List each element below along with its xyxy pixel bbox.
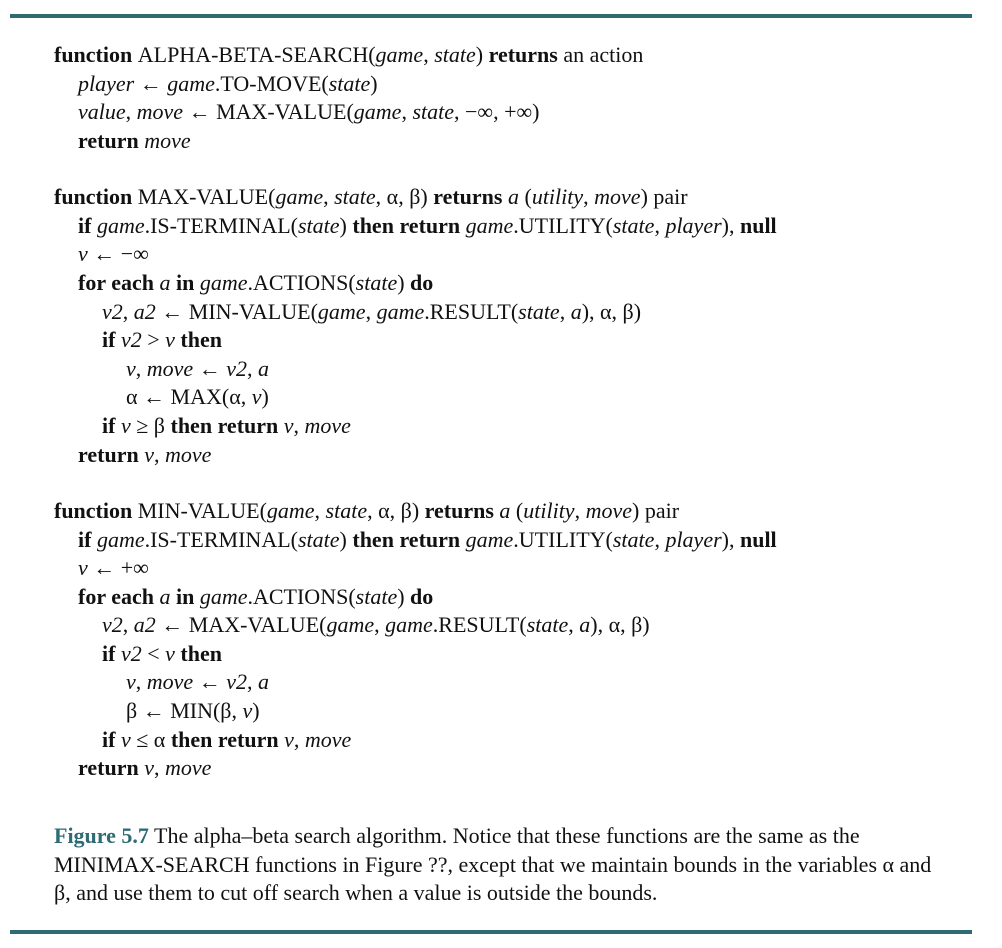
code-line: for each a in game.ACTIONS(state) do bbox=[78, 583, 434, 609]
code-line: v, move ← v2, a bbox=[126, 355, 269, 381]
code-line: if v2 > v then bbox=[102, 327, 222, 353]
code-line: if v2 < v then bbox=[102, 640, 222, 666]
code-line: return v, move bbox=[78, 441, 212, 467]
code-line: if game.IS-TERMINAL(state) then return game.UTILITY(state, player), null bbox=[78, 526, 777, 552]
figure-caption bbox=[54, 822, 944, 908]
pseudocode-block bbox=[54, 41, 982, 783]
code-line: for each a in game.ACTIONS(state) do bbox=[78, 269, 434, 295]
code-line: return move bbox=[78, 127, 191, 153]
code-line: v2, a2 ← MIN-VALUE(game, game.RESULT(state, a), α, β) bbox=[102, 298, 642, 324]
code-line: function ALPHA-BETA-SEARCH(game, state) returns an action bbox=[54, 42, 644, 67]
code-line: player ← game.TO-MOVE(state) bbox=[78, 70, 378, 96]
code-line: function MIN-VALUE(game, state, α, β) returns a (utility, move) pair bbox=[54, 497, 680, 523]
code-line: α ← MAX(α, v) bbox=[126, 384, 269, 410]
code-line: if game.IS-TERMINAL(state) then return game.UTILITY(state, player), null bbox=[78, 212, 777, 238]
code-line: if v ≥ β then return v, move bbox=[102, 412, 351, 438]
code-line: function MAX-VALUE(game, state, α, β) returns a (utility, move) pair bbox=[54, 184, 688, 210]
top-rule bbox=[10, 14, 972, 18]
code-line: if v ≤ α then return v, move bbox=[102, 726, 352, 752]
figure-label: Figure 5.7 bbox=[54, 823, 149, 848]
code-line: v ← −∞ bbox=[78, 241, 149, 267]
code-line: v, move ← v2, a bbox=[126, 669, 269, 695]
code-line: v ← +∞ bbox=[78, 555, 149, 581]
code-line: value, move ← MAX-VALUE(game, state, −∞, +∞) bbox=[78, 99, 540, 125]
caption-text: The alpha–beta search algorithm. Notice that these functions are the same as the MINIMAX-SEARCH functions in Figure ??, except that we maintain bounds in the variables α and β, and use them to cut off search when a value is outside the bounds. bbox=[54, 823, 932, 906]
code-line: v2, a2 ← MAX-VALUE(game, game.RESULT(state, a), α, β) bbox=[102, 612, 650, 638]
code-line: β ← MIN(β, v) bbox=[126, 698, 260, 724]
bottom-rule bbox=[10, 930, 972, 934]
code-line: return v, move bbox=[78, 755, 212, 781]
